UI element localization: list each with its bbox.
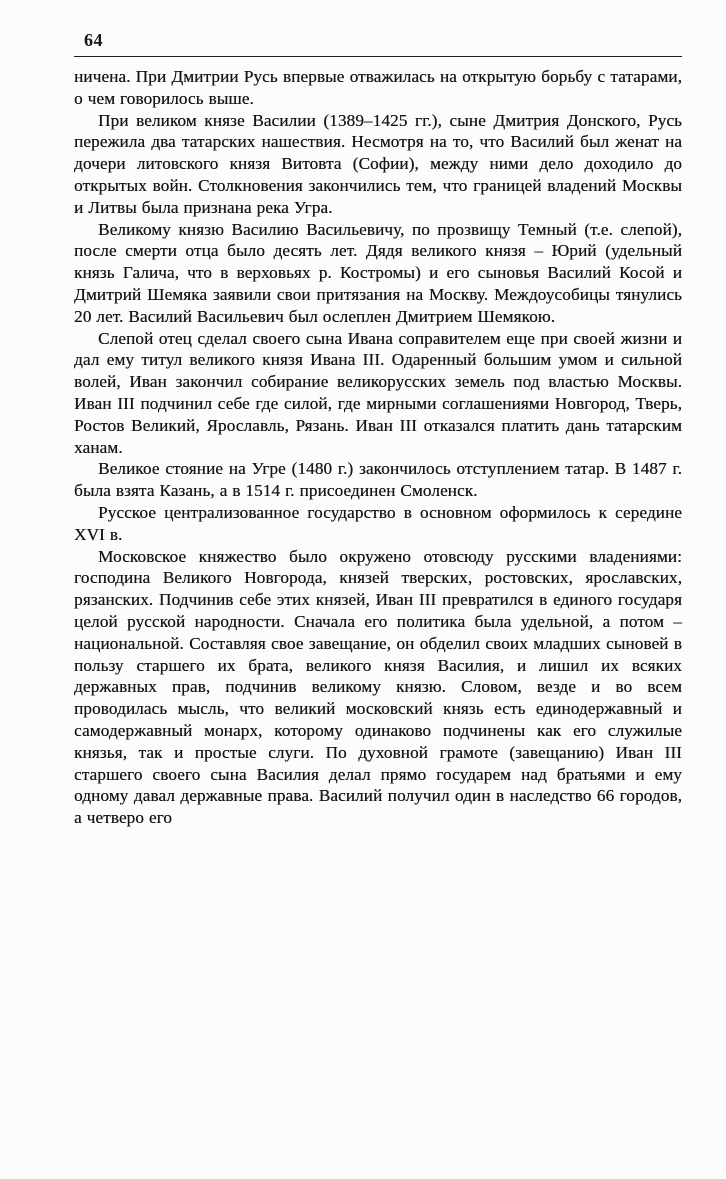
paragraph-7: Московское княжество было окружено отовсюду русскими владениями: господина Великого Новгорода, князей тверских, ростовских, ярославских, рязанских. Подчинив себе этих князей, Иван III превратился в единого государя целой русской народности. Сначала его политика была удельной, а потом – национальной. Составляя свое завещание, он обделил своих младших сыновей в пользу старшего их брата, великого князя Василия, и лишил их всяких державных прав, подчинив великому князю. Словом, везде и во всем проводилась мысль, что великий московский князь есть единодержавный и самодержавный монарх, которому одинаково подчинены как его служилые князья, так и простые слуги. По духовной грамоте (завещанию) Иван III старшего своего сына Василия делал прямо государем над братьями и ему одному давал державные права. Василий получил один в наследство 66 городов, а четверо его: [74, 546, 682, 828]
page-body: [74, 66, 682, 829]
paragraph-5: Великое стояние на Угре (1480 г.) закончилось отступлением татар. В 1487 г. была взята Казань, а в 1514 г. присоединен Смоленск.: [74, 459, 682, 501]
paragraph-4: Слепой отец сделал своего сына Ивана соправителем еще при своей жизни и дал ему титул великого князя Ивана III. Одаренный большим умом и сильной волей, Иван закончил собирание великорусских земель под властью Москвы. Иван III подчинил себе где силой, где мирными соглашениями Новгород, Тверь, Ростов Великий, Ярославль, Рязань. Иван III отказался платить дань татарским ханам.: [74, 328, 682, 457]
paragraph-6: Русское централизованное государство в основном оформилось к середине XVI в.: [74, 502, 682, 544]
paragraph-2: При великом князе Василии (1389–1425 гг.), сыне Дмитрия Донского, Русь пережила два татарских нашествия. Несмотря на то, что Василий был женат на дочери литовского князя Витовта (Софии), между ними дело доходило до открытых войн. Столкновения закончились тем, что границей владений Москвы и Литвы была признана река Угра.: [74, 110, 682, 217]
paragraph-3: Великому князю Василию Васильевичу, по прозвищу Темный (т.е. слепой), после смерти отца было десять лет. Дядя великого князя – Юрий (удельный князь Галича, что в верховьях р. Костромы) и его сыновья Василий Косой и Дмитрий Шемяка заявили свои притязания на Москву. Междоусобицы тянулись 20 лет. Василий Васильевич был ослеплен Дмитрием Шемякою.: [74, 219, 682, 326]
header-rule: [74, 56, 682, 57]
page-header: [74, 30, 682, 51]
page-number: 64: [84, 30, 103, 50]
paragraph-1: ничена. При Дмитрии Русь впервые отважилась на открытую борьбу с татарами, о чем говорилось выше.: [74, 67, 682, 108]
